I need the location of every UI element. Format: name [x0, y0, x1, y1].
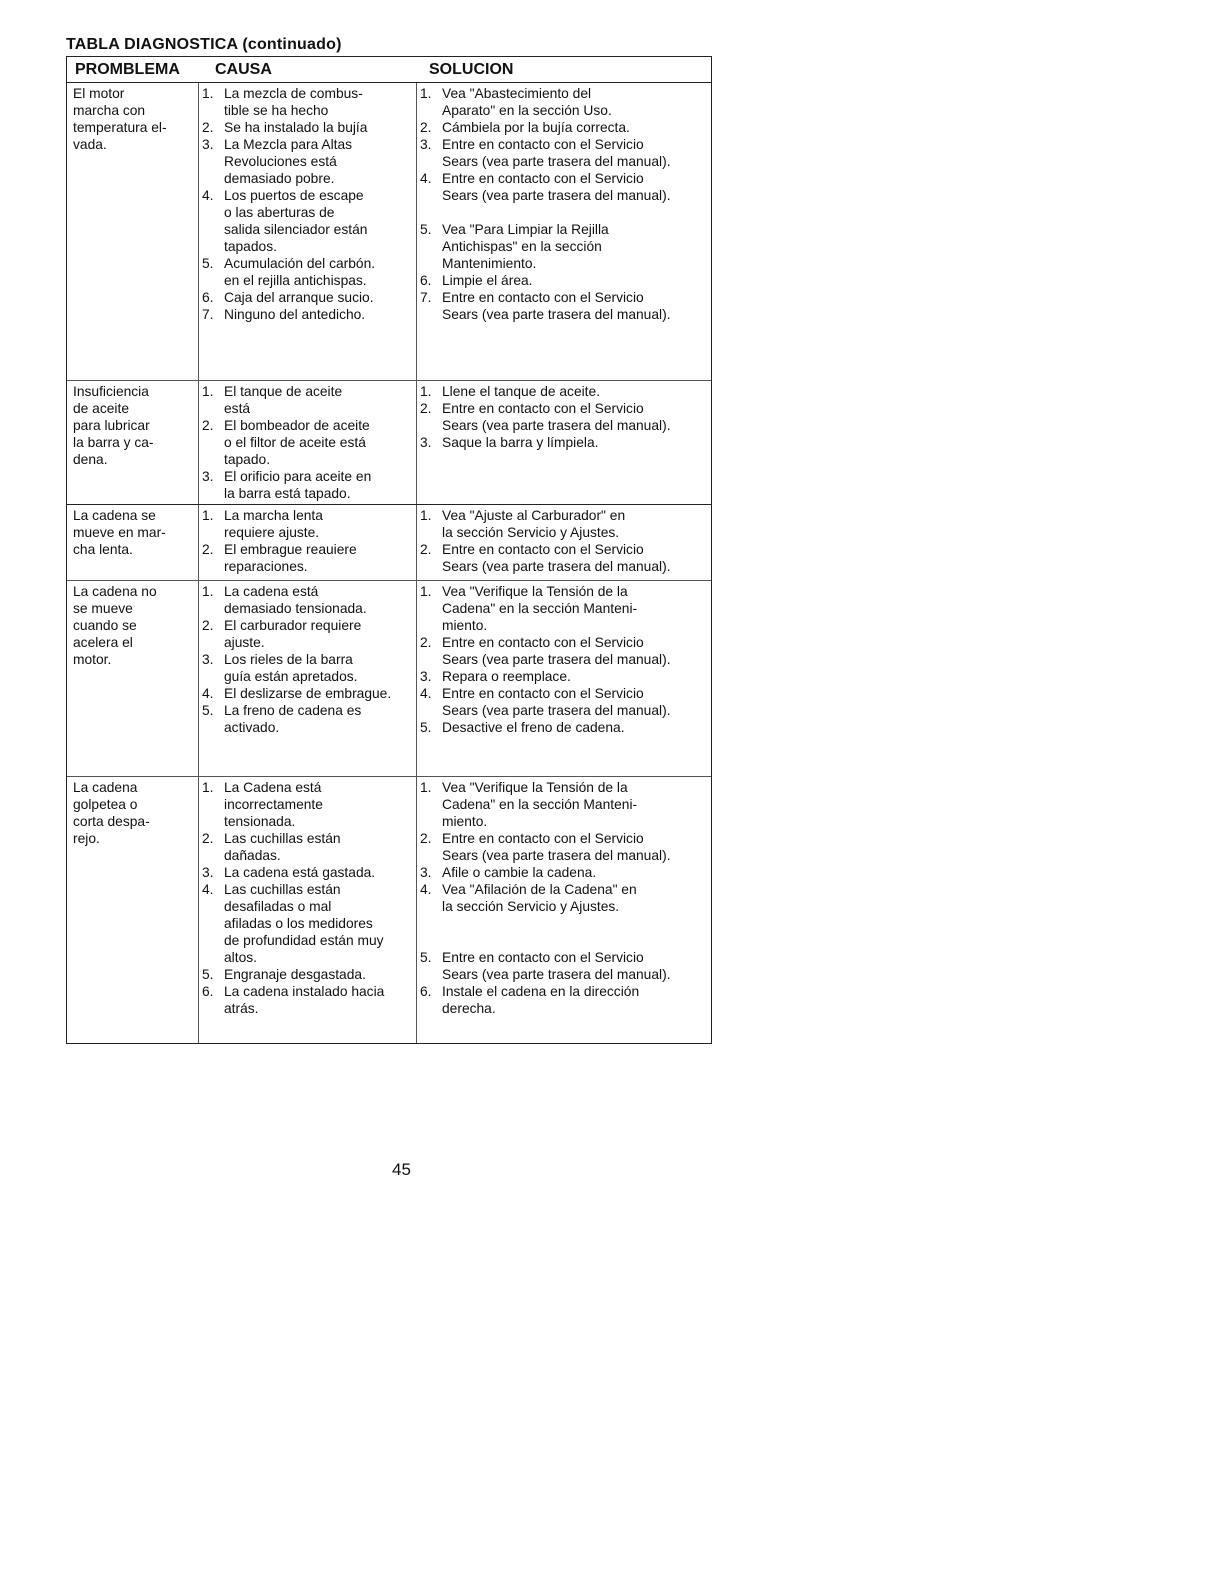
cause-item [202, 966, 415, 983]
solution-item-text: Entre en contacto con el Servicio Sears (vea parte trasera del manual). [442, 635, 671, 667]
cause-cell [199, 381, 417, 504]
solution-item [420, 779, 709, 830]
solution-item-text: Repara o reemplace. [442, 669, 571, 684]
solution-item [420, 830, 709, 864]
solution-item-text: Desactive el freno de cadena. [442, 720, 625, 735]
diagnostic-table [66, 56, 712, 1044]
solution-item-text: Entre en contacto con el Servicio Sears (vea parte trasera del manual). [442, 686, 671, 718]
solution-cell [417, 581, 710, 776]
solution-item-number: 1. [420, 384, 432, 399]
solution-item-number: 2. [420, 120, 432, 135]
solution-item [420, 541, 709, 575]
cause-item-number: 1. [202, 508, 214, 523]
solution-item-number: 3. [420, 865, 432, 880]
solution-item-text: Entre en contacto con el Servicio Sears (vea parte trasera del manual). [442, 542, 671, 574]
cause-item [202, 383, 415, 417]
solution-item [420, 272, 709, 289]
table-row [67, 505, 711, 581]
solution-item-number: 1. [420, 584, 432, 599]
solution-item-number: 7. [420, 290, 432, 305]
solution-item-number: 2. [420, 542, 432, 557]
problem-text: Insuficiencia de aceite para lubricar la barra y ca- dena. [73, 384, 154, 467]
solution-item-text: Vea "Verifique la Tensión de la Cadena" en la sección Manteni- miento. [442, 780, 638, 829]
solution-item-number: 5. [420, 950, 432, 965]
solution-item-text: Instale el cadena en la dirección derecha. [442, 984, 640, 1016]
cause-item-text: La cadena instalado hacia atrás. [224, 984, 385, 1016]
solution-item-text: Cámbiela por la bujía correcta. [442, 120, 630, 135]
solution-item [420, 634, 709, 668]
cause-item-number: 6. [202, 290, 214, 305]
cause-item [202, 289, 415, 306]
solution-item-number: 5. [420, 222, 432, 237]
cause-item-text: La cadena está gastada. [224, 865, 376, 880]
solution-item [420, 685, 709, 719]
cause-item-text: El orificio para aceite en la barra está tapado. [224, 469, 372, 501]
solution-item [420, 221, 709, 272]
cause-item-text: Caja del arranque sucio. [224, 290, 374, 305]
solution-item-number: 1. [420, 86, 432, 101]
solution-item-text: Limpie el área. [442, 273, 533, 288]
cause-item-number: 7. [202, 307, 214, 322]
solution-item-number: 6. [420, 984, 432, 999]
solution-item [420, 949, 709, 983]
cause-item-number: 1. [202, 86, 214, 101]
solution-item-number: 1. [420, 508, 432, 523]
solution-item [420, 864, 709, 881]
cause-item-number: 2. [202, 542, 214, 557]
cause-item-number: 2. [202, 618, 214, 633]
solution-cell [417, 381, 710, 504]
solution-item-number: 1. [420, 780, 432, 795]
problem-text: La cadena se mueve en mar- cha lenta. [73, 508, 166, 557]
problem-cell [67, 83, 199, 380]
solution-item-text: Vea "Verifique la Tensión de la Cadena" en la sección Manteni- miento. [442, 584, 638, 633]
cause-item-number: 5. [202, 256, 214, 271]
cause-item [202, 507, 415, 541]
solution-item-text: Entre en contacto con el Servicio Sears (vea parte trasera del manual). [442, 171, 671, 203]
cause-item [202, 779, 415, 830]
solution-item [420, 881, 709, 949]
cause-item [202, 541, 415, 575]
cause-item-text: El deslizarse de embrague. [224, 686, 392, 701]
cause-item [202, 85, 415, 119]
cause-item-number: 3. [202, 652, 214, 667]
cause-item [202, 685, 415, 702]
cause-item-text: La mezcla de combus- tible se ha hecho [224, 86, 363, 118]
solution-item [420, 434, 709, 451]
solution-item-text: Vea "Para Limpiar la Rejilla Antichispas" en la sección Mantenimiento. [442, 222, 609, 271]
solution-item-text: Entre en contacto con el Servicio Sears (vea parte trasera del manual). [442, 831, 671, 863]
cause-item-text: Ninguno del antedicho. [224, 307, 366, 322]
cause-item [202, 702, 415, 736]
solution-item-number: 3. [420, 137, 432, 152]
cause-item-number: 3. [202, 865, 214, 880]
page-number: 45 [392, 1160, 411, 1179]
cause-item-number: 1. [202, 384, 214, 399]
cause-item-text: La Mezcla para Altas Revoluciones está demasiado pobre. [224, 137, 353, 186]
solution-item [420, 400, 709, 434]
solution-item [420, 170, 709, 221]
cause-item [202, 830, 415, 864]
solution-item [420, 119, 709, 136]
cause-item [202, 881, 415, 966]
solution-item-text: Entre en contacto con el Servicio Sears (vea parte trasera del manual). [442, 137, 671, 169]
problem-cell [67, 581, 199, 776]
solution-cell [417, 777, 710, 1043]
cause-item-text: La freno de cadena es activado. [224, 703, 362, 735]
cause-cell [199, 505, 417, 580]
cause-item-number: 5. [202, 703, 214, 718]
solution-item-text: Saque la barra y límpiela. [442, 435, 599, 450]
cause-item-text: Se ha instalado la bujía [224, 120, 368, 135]
cause-item-number: 2. [202, 831, 214, 846]
problem-text: La cadena golpetea o corta despa- rejo. [73, 780, 150, 846]
cause-item-number: 5. [202, 967, 214, 982]
cause-item [202, 583, 415, 617]
problem-text: El motor marcha con temperatura el- vada. [73, 86, 167, 152]
header-cause: CAUSA [215, 61, 272, 78]
problem-cell [67, 505, 199, 580]
solution-item-text: Vea "Abastecimiento del Aparato" en la sección Uso. [442, 86, 612, 118]
table-header-row [67, 57, 711, 83]
solution-item [420, 668, 709, 685]
cause-item-text: Acumulación del carbón. en el rejilla antichispas. [224, 256, 376, 288]
solution-item-text: Entre en contacto con el Servicio Sears (vea parte trasera del manual). [442, 290, 671, 322]
cause-item-text: El embrague reauiere reparaciones. [224, 542, 357, 574]
solution-item [420, 136, 709, 170]
cause-item-text: La Cadena está incorrectamente tensionada. [224, 780, 323, 829]
cause-item-number: 1. [202, 780, 214, 795]
problem-cell [67, 777, 199, 1043]
cause-item-text: El tanque de aceite está [224, 384, 343, 416]
solution-item-text: Afile o cambie la cadena. [442, 865, 597, 880]
table-row [67, 777, 711, 1043]
cause-item-number: 6. [202, 984, 214, 999]
solution-item-number: 5. [420, 720, 432, 735]
cause-item-number: 2. [202, 418, 214, 433]
cause-item-text: Las cuchillas están desafiladas o mal afiladas o los medidores de profundidad están muy altos. [224, 882, 384, 965]
cause-item [202, 617, 415, 651]
table-body [67, 83, 711, 1043]
solution-item-number: 2. [420, 401, 432, 416]
solution-item-text: Vea "Afilación de la Cadena" en la sección Servicio y Ajustes. [442, 882, 637, 914]
cause-item-text: El bombeador de aceite o el filtor de aceite está tapado. [224, 418, 370, 467]
solution-item-number: 4. [420, 171, 432, 186]
page-title: TABLA DIAGNOSTICA (continuado) [66, 36, 342, 53]
cause-item-text: Engranaje desgastada. [224, 967, 366, 982]
header-problem: PROMBLEMA [75, 61, 180, 78]
solution-item-number: 4. [420, 686, 432, 701]
cause-item-text: La cadena está demasiado tensionada. [224, 584, 367, 616]
solution-item [420, 383, 709, 400]
solution-item [420, 719, 709, 736]
problem-text: La cadena no se mueve cuando se acelera el motor. [73, 584, 157, 667]
solution-item [420, 289, 709, 323]
solution-item-number: 4. [420, 882, 432, 897]
solution-item [420, 983, 709, 1017]
solution-item-number: 3. [420, 435, 432, 450]
table-row [67, 381, 711, 505]
cause-item [202, 306, 415, 323]
solution-item-number: 3. [420, 669, 432, 684]
cause-item-number: 3. [202, 137, 214, 152]
cause-item-text: El carburador requiere ajuste. [224, 618, 362, 650]
cause-item-text: La marcha lenta requiere ajuste. [224, 508, 323, 540]
solution-item-number: 2. [420, 635, 432, 650]
cause-item-number: 2. [202, 120, 214, 135]
cause-item [202, 136, 415, 187]
solution-item-text: Vea "Ajuste al Carburador" en la sección Servicio y Ajustes. [442, 508, 626, 540]
cause-item-number: 4. [202, 188, 214, 203]
cause-cell [199, 83, 417, 380]
solution-item-number: 6. [420, 273, 432, 288]
problem-cell [67, 381, 199, 504]
cause-item [202, 417, 415, 468]
cause-item-text: Los puertos de escape o las aberturas de salida silenciador están tapados. [224, 188, 368, 254]
cause-item [202, 651, 415, 685]
solution-item-text: Llene el tanque de aceite. [442, 384, 601, 399]
table-row [67, 581, 711, 777]
solution-item-number: 2. [420, 831, 432, 846]
cause-item [202, 119, 415, 136]
cause-item-number: 4. [202, 686, 214, 701]
cause-item-number: 4. [202, 882, 214, 897]
solution-item-text: Entre en contacto con el Servicio Sears (vea parte trasera del manual). [442, 950, 671, 982]
cause-item [202, 187, 415, 255]
cause-item [202, 468, 415, 502]
cause-item [202, 983, 415, 1017]
solution-item-text: Entre en contacto con el Servicio Sears (vea parte trasera del manual). [442, 401, 671, 433]
cause-cell [199, 777, 417, 1043]
cause-item [202, 255, 415, 289]
solution-item [420, 507, 709, 541]
solution-item [420, 85, 709, 119]
solution-item [420, 583, 709, 634]
cause-item-number: 1. [202, 584, 214, 599]
table-row [67, 83, 711, 381]
cause-item [202, 864, 415, 881]
solution-cell [417, 83, 710, 380]
cause-item-text: Los rieles de la barra guía están apretados. [224, 652, 358, 684]
cause-cell [199, 581, 417, 776]
cause-item-number: 3. [202, 469, 214, 484]
solution-cell [417, 505, 710, 580]
header-solution: SOLUCION [429, 61, 514, 78]
cause-item-text: Las cuchillas están dañadas. [224, 831, 341, 863]
